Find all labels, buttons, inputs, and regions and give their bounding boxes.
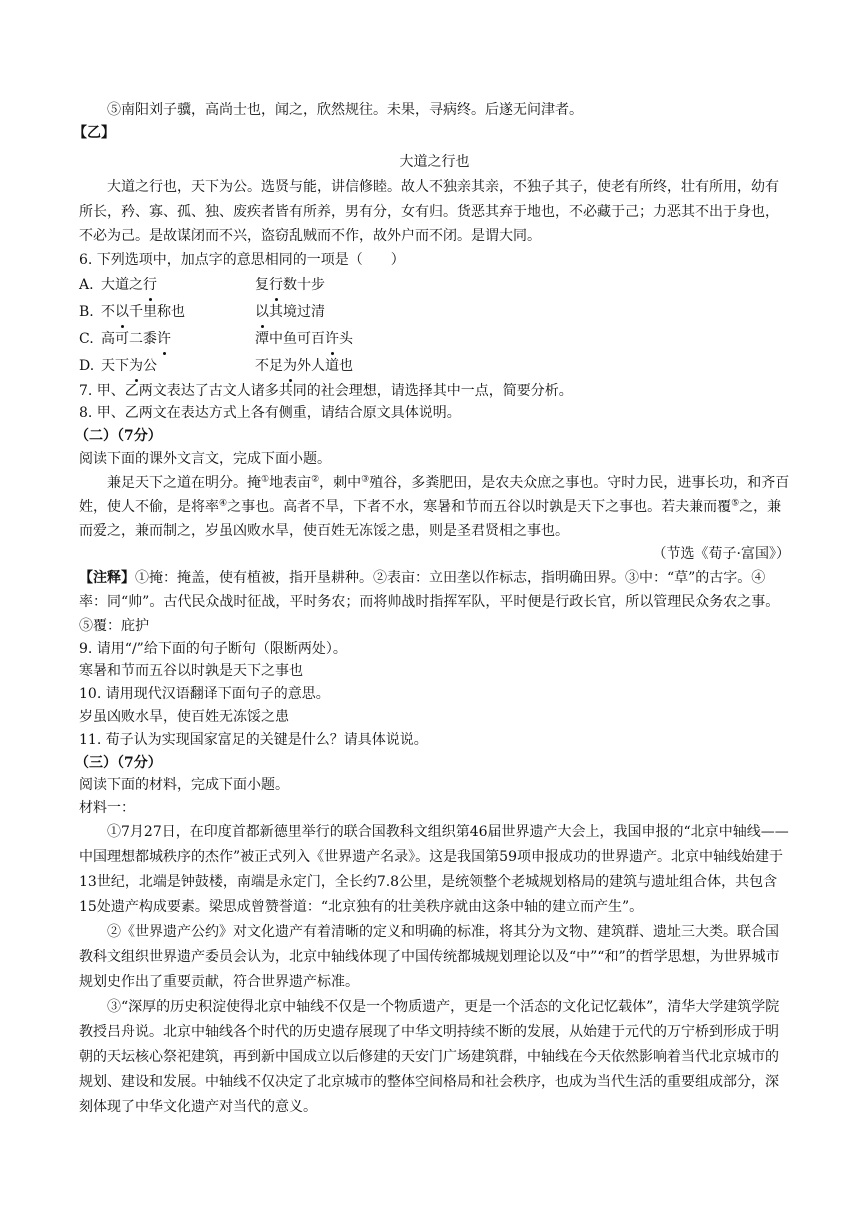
section-2-source: （节选《荀子·富国》） xyxy=(652,545,790,562)
q10: 10. 请用现代汉语翻译下面句子的意思。 xyxy=(79,686,330,703)
section-3-heading: （三）（7分） xyxy=(75,754,162,771)
section-2-passage: 兼足天下之道在明分。掩①地表亩②，刺中③殖谷，多粪肥田，是农夫众庶之事也。守时力民，进事长功，和齐百姓，使人不偷，是将率④之事也。高者不旱，下者不水，寒暑和节而五谷以时孰是天下之事也。若夫兼而覆⑤之，兼而爱之，兼而制之，岁虽凶败水旱，使百姓无冻馁之患，则是圣君贤相之事也。 xyxy=(79,474,790,539)
yi-label: 【乙】 xyxy=(73,124,115,141)
q6-stem: 6. 下列选项中，加点字的意思相同的一项是（ ） xyxy=(79,251,405,268)
material-1-paragraph-2: ②《世界遗产公约》对文化遗产有着清晰的定义和明确的标准，将其分为文物、建筑群、遗址三大类。联合国教科文组织世界遗产委员会认为，北京中轴线体现了中国传统都城规划理论以及“中”“和”的哲学思想，为世界城市规划史作出了重要贡献，符合世界遗产标准。 xyxy=(79,924,780,991)
section-3-intro: 阅读下面的材料，完成下面小题。 xyxy=(79,777,289,794)
q6-option-c: C. 高可二黍许 潭中鱼可百许头 xyxy=(79,326,790,353)
jia-paragraph-5: ⑤南阳刘子骥，高尚士也，闻之，欣然规往。未果，寻病终。后遂无问津者。 xyxy=(107,102,583,118)
material-1-label: 材料一： xyxy=(79,800,135,817)
material-1-paragraph-1: ①7月27日，在印度首都新德里举行的联合国教科文组织第46届世界遗产大会上，我国申报的“北京中轴线——中国理想都城秩序的杰作”被正式列入《世界遗产名录》。这是我国第59项申报成功的世界遗产。北京中轴线始建于13世纪，北端是钟鼓楼，南端是永定门，全长约7.8公里，是统领整个老城规划格局的建筑与遗址组合体，共包含15处遗产构成要素。梁思成曾赞誉道：“北京独有的壮美秩序就由这条中轴的建立而产生”。 xyxy=(79,824,789,916)
dotted-char: 许 xyxy=(157,328,171,351)
q6-option-a: A. 大道之行 复行数十步 xyxy=(79,272,790,299)
dotted-char: 许 xyxy=(325,328,339,351)
material-1-paragraph-3: ③“深厚的历史积淀使得北京中轴线不仅是一个物质遗产，更是一个活态的文化记忆载体”，清华大学建筑学院教授吕舟说。北京中轴线各个时代的历史遗存展现了中华文明持续不断的发展，从始建于元代的万宁桥到形成于明朝的天坛核心祭祀建筑，再到新中国成立以后修建的天安门广场建筑群，中轴线在今天依然影响着当代北京城市的规划、建设和发展。中轴线不仅决定了北京城市的整体空间格局和社会秩序，也成为当代生活的重要组成部分，深刻体现了中华文化遗产对当代的意义。 xyxy=(79,999,780,1116)
q10-sentence: 岁虽凶败水旱，使百姓无冻馁之患 xyxy=(79,709,289,726)
q6-options xyxy=(79,272,790,380)
yi-text: 大道之行也，天下为公。选贤与能，讲信修睦。故人不独亲其亲，不独子其子，使老有所终，壮有所用，幼有所长，矜、寡、孤、独、废疾者皆有所养，男有分，女有归。货恶其弃于地也，不必藏于己；力恶其不出于身也，不必为己。是故谋闭而不兴，盗窃乱贼而不作，故外户而不闭。是谓大同。 xyxy=(79,179,779,245)
q9-sentence: 寒暑和节而五谷以时孰是天下之事也 xyxy=(79,663,303,680)
section-2-notes: 【注释】①掩：掩盖，使有植被，指开垦耕种。②表亩：立田垄以作标志，指明确田界。③中：“草”的古字。④率：同“帅”。古代民众战时征战，平时务农；而将帅战时指挥军队，平时便是行政长官，所以管理民众务农之事。⑤覆：庇护 xyxy=(79,569,780,634)
q7: 7. 甲、乙两文表达了古文人诸多共同的社会理想，请选择其中一点，简要分析。 xyxy=(79,382,573,399)
yi-title: 大道之行也 xyxy=(399,153,470,170)
section-2-heading: （二）（7分） xyxy=(75,428,162,445)
q6-option-b: B. 不以千里称也 以其境过清 xyxy=(79,299,790,326)
dotted-char: 为 xyxy=(129,355,143,378)
q6-option-d: D. 天下为公 不足为外人道也 xyxy=(79,353,790,380)
section-2-intro: 阅读下面的课外文言文，完成下面小题。 xyxy=(79,451,331,468)
dotted-char: 以 xyxy=(255,301,269,324)
q9: 9. 请用“/”给下面的句子断句（限断两处）。 xyxy=(79,640,347,657)
dotted-char: 为 xyxy=(283,355,297,378)
q8: 8. 甲、乙两文在表达方式上各有侧重，请结合原文具体说明。 xyxy=(79,405,461,422)
dotted-char: 行 xyxy=(269,274,283,297)
dotted-char: 以 xyxy=(115,301,129,324)
dotted-char: 行 xyxy=(143,274,157,297)
q11: 11. 荀子认为实现国家富足的关键是什么？请具体说说。 xyxy=(79,731,428,748)
